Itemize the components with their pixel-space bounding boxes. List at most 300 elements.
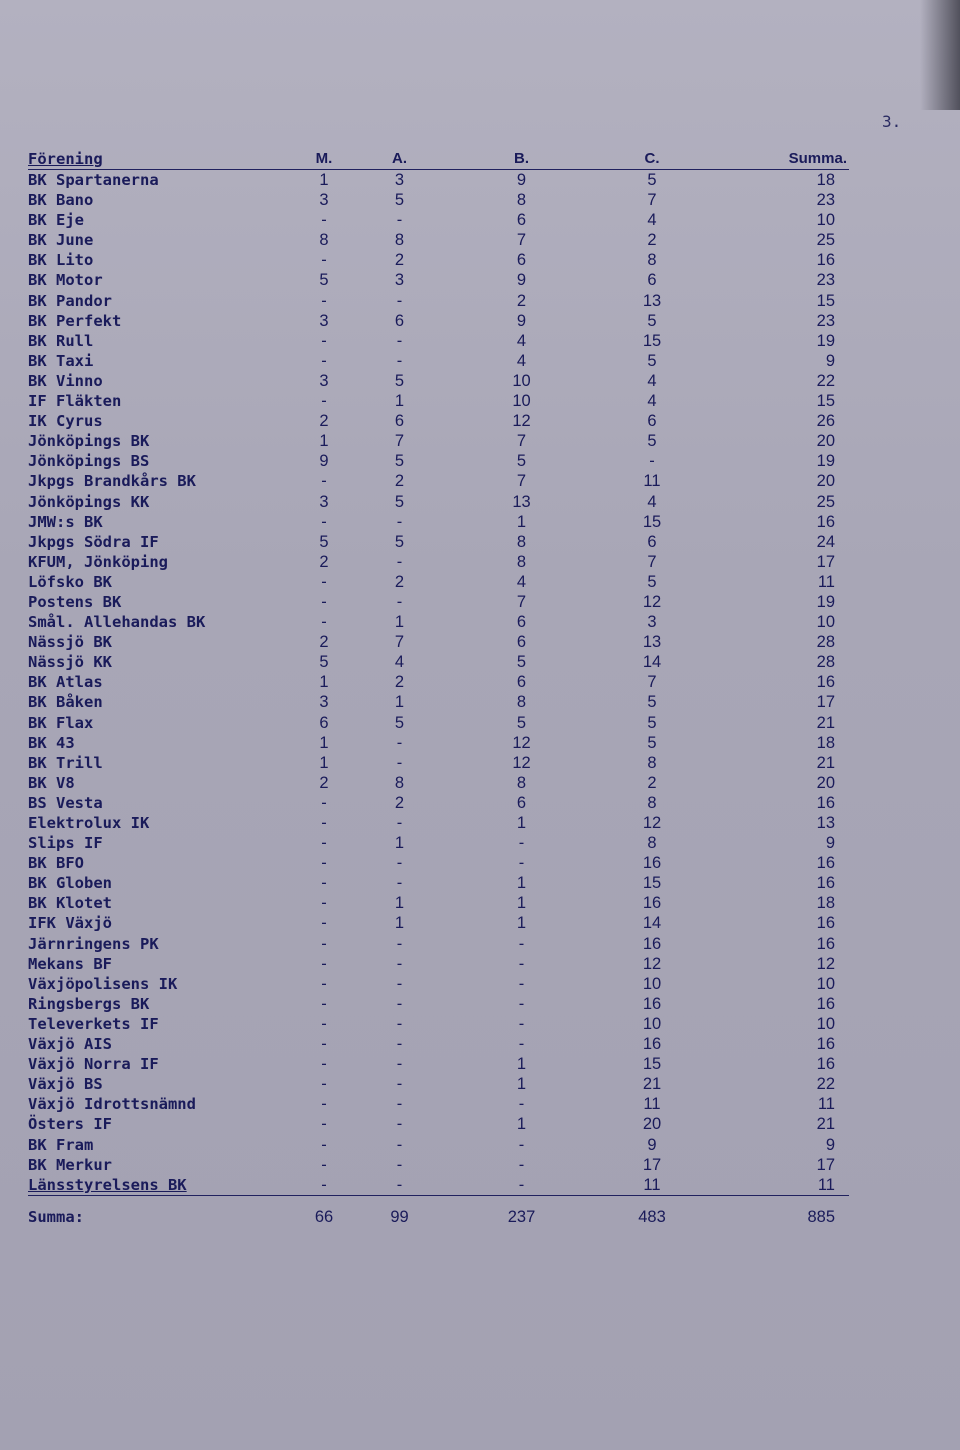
cell-c: 20 [642,1115,662,1134]
cell-sum: 10 [816,613,835,632]
cell-a: 2 [394,472,405,491]
header-c: C. [644,149,660,167]
cell-a: 2 [394,572,405,591]
cell-a: 2 [394,793,405,812]
header-a: A. [392,149,407,167]
total-b: 237 [507,1207,536,1226]
club-name: Länsstyrelsens BK [28,1175,187,1194]
totals-label: Summa: [28,1207,84,1226]
cell-c: 8 [647,251,657,270]
cell-a: 5 [394,713,405,732]
table-row [28,913,849,933]
club-name: Postens BK [28,592,122,611]
table-row [28,311,849,331]
cell-m: - [321,251,327,270]
cell-a: - [396,1175,403,1194]
cell-b: 9 [516,271,527,290]
club-name: KFUM, Jönköping [28,552,168,571]
cell-sum: 16 [816,854,835,873]
cell-m: - [321,613,327,632]
cell-a: - [396,1055,403,1074]
cell-a: 6 [394,311,405,330]
table-row [28,632,849,652]
cell-sum: 16 [816,512,835,531]
table-body [28,170,849,1196]
cell-m: - [321,211,327,230]
table-row [28,351,849,371]
total-sum: 885 [807,1207,835,1226]
cell-b: 2 [516,291,527,310]
cell-a: 2 [394,673,405,692]
cell-a: - [396,1095,403,1114]
cell-c: 8 [647,793,657,812]
table-row [28,492,849,512]
cell-sum: 28 [816,633,835,652]
club-name: BK 43 [28,733,75,752]
cell-m: 3 [319,693,329,712]
table-row [28,994,849,1014]
club-name: BK Båken [28,693,103,712]
club-name: Nässjö BK [28,633,112,652]
cell-sum: 16 [816,793,835,812]
cell-a: - [396,934,403,953]
cell-a: - [396,1035,403,1054]
cell-m: - [321,331,327,350]
cell-c: 21 [642,1075,662,1094]
cell-m: 9 [319,452,329,471]
cell-sum: 16 [816,934,835,953]
cell-sum: 11 [817,1175,835,1194]
cell-sum: 18 [816,171,835,189]
cell-sum: 17 [816,552,835,571]
cell-b: 6 [516,613,527,632]
table-row [28,250,849,270]
cell-b: 1 [516,1055,527,1074]
total-m: 66 [314,1207,334,1226]
cell-b: 1 [516,914,527,933]
cell-c: 8 [647,834,657,853]
cell-b: 12 [512,412,531,431]
cell-a: - [396,1155,403,1174]
cell-a: - [396,1115,403,1134]
cell-m: - [321,512,327,531]
cell-c: 15 [642,1055,662,1074]
cell-b: 5 [516,713,527,732]
cell-m: - [321,894,327,913]
club-name: Järnringens PK [28,934,159,953]
club-name: Slips IF [28,834,103,853]
cell-a: 5 [394,492,405,511]
club-name: BK Pandor [28,291,112,310]
cell-b: - [518,994,525,1013]
table-row [28,270,849,290]
cell-c: 5 [647,171,657,189]
cell-b: 5 [516,653,527,672]
cell-sum: 9 [825,834,835,853]
cell-c: 4 [647,211,657,230]
cell-c: 16 [642,894,662,913]
scan-shadow [920,0,960,110]
cell-sum: 18 [816,894,835,913]
table-row [28,853,849,873]
cell-sum: 10 [816,211,835,230]
cell-a: - [396,733,403,752]
cell-sum: 23 [816,191,835,210]
cell-sum: 25 [816,231,835,250]
club-name: BK Spartanerna [28,171,159,189]
cell-a: - [396,552,403,571]
club-name: BK BFO [28,854,84,873]
cell-a: 1 [394,834,405,853]
cell-b: 6 [516,251,527,270]
cell-b: 12 [512,733,531,752]
cell-b: - [518,834,525,853]
club-name: BK Fram [28,1135,94,1154]
cell-c: 12 [642,592,662,611]
club-name: BK Flax [28,713,94,732]
cell-c: 10 [642,1014,662,1033]
cell-c: 3 [647,613,657,632]
cell-sum: 16 [816,994,835,1013]
cell-m: - [321,914,327,933]
cell-a: - [396,1075,403,1094]
table-row [28,230,849,250]
cell-a: - [396,874,403,893]
cell-c: 10 [642,974,662,993]
cell-m: - [321,1155,327,1174]
club-name: Växjö Idrottsnämnd [28,1095,196,1114]
cell-b: 7 [516,432,527,451]
cell-sum: 11 [817,1095,835,1114]
cell-c: 11 [643,1175,661,1194]
cell-sum: 19 [816,331,835,350]
club-name: Jkpgs Södra IF [28,532,159,551]
cell-b: 13 [512,492,531,511]
table-row [28,411,849,431]
cell-sum: 23 [816,271,835,290]
cell-m: - [321,1095,327,1114]
club-name: BK Lito [28,251,94,270]
cell-m: 1 [319,432,329,451]
cell-c: 14 [642,653,662,672]
cell-b: - [518,1035,525,1054]
club-name: IF Fläkten [28,392,122,411]
cell-c: 5 [647,713,657,732]
cell-b: 6 [516,633,527,652]
cell-a: - [396,753,403,772]
cell-b: - [518,1155,525,1174]
cell-sum: 17 [816,693,835,712]
club-name: JMW:s BK [28,512,103,531]
cell-m: - [321,392,327,411]
cell-c: 15 [642,512,662,531]
cell-c: 11 [643,472,661,491]
cell-a: 6 [394,412,405,431]
cell-sum: 19 [816,592,835,611]
cell-c: 8 [647,753,657,772]
club-name: BK V8 [28,773,75,792]
table-row [28,833,849,853]
cell-m: - [321,934,327,953]
table-row [28,170,849,191]
cell-sum: 20 [816,432,835,451]
cell-c: 12 [642,954,662,973]
cell-m: - [321,854,327,873]
cell-a: - [396,512,403,531]
club-name: Televerkets IF [28,1014,159,1033]
table-row [28,934,849,954]
cell-c: 5 [647,733,657,752]
cell-sum: 21 [816,713,835,732]
header-m: M. [315,149,333,167]
club-name: Växjö AIS [28,1035,112,1054]
cell-b: 1 [516,874,527,893]
club-name: IK Cyrus [28,412,103,431]
cell-m: 3 [319,371,329,390]
cell-sum: 16 [816,251,835,270]
table-row [28,733,849,753]
cell-m: - [321,1175,327,1194]
cell-m: - [321,1035,327,1054]
cell-m: - [321,1115,327,1134]
table-row [28,1155,849,1175]
cell-sum: 18 [816,733,835,752]
page-number: 3. [882,112,902,131]
cell-m: 1 [319,733,329,752]
cell-sum: 15 [816,392,835,411]
cell-m: - [321,572,327,591]
cell-b: 9 [516,311,527,330]
table-row [28,1094,849,1114]
table-row [28,291,849,311]
table-row [28,431,849,451]
cell-b: - [518,1095,525,1114]
cell-a: - [396,592,403,611]
table-row [28,1054,849,1074]
cell-sum: 16 [816,1035,835,1054]
cell-c: 2 [647,773,657,792]
club-name: BK Klotet [28,894,112,913]
cell-sum: 19 [816,452,835,471]
table-header [28,143,849,170]
results-table [28,143,849,1238]
cell-c: 17 [642,1155,662,1174]
table-row [28,210,849,230]
cell-a: - [396,974,403,993]
cell-b: 7 [516,231,527,250]
cell-b: 8 [516,773,527,792]
cell-m: - [321,1014,327,1033]
cell-a: - [396,854,403,873]
cell-sum: 10 [816,1014,835,1033]
cell-c: 13 [642,291,662,310]
table-row [28,954,849,974]
club-name: IFK Växjö [28,914,112,933]
table-row [28,692,849,712]
cell-b: 4 [516,331,527,350]
club-name: BK Eje [28,211,84,230]
cell-c: 4 [647,371,657,390]
cell-sum: 21 [816,753,835,772]
cell-c: 7 [647,552,657,571]
cell-m: - [321,1075,327,1094]
cell-c: 16 [642,994,662,1013]
cell-m: 2 [319,552,329,571]
cell-b: 6 [516,211,527,230]
club-name: Jönköpings KK [28,492,150,511]
table-row [28,391,849,411]
table-row [28,512,849,532]
table-row [28,190,849,210]
cell-c: 13 [642,633,662,652]
cell-a: 5 [394,191,405,210]
cell-m: - [321,472,327,491]
table-row [28,612,849,632]
cell-m: 1 [319,171,329,189]
cell-a: - [396,1014,403,1033]
cell-m: 5 [319,532,329,551]
cell-m: 2 [319,412,329,431]
cell-c: 6 [647,412,657,431]
cell-b: 9 [516,171,527,189]
cell-b: 4 [516,351,527,370]
cell-b: 10 [512,371,531,390]
cell-b: - [518,854,525,873]
club-name: BK Motor [28,271,103,290]
cell-m: - [321,954,327,973]
cell-a: - [396,331,403,350]
club-name: Jönköpings BS [28,452,150,471]
cell-m: - [321,793,327,812]
cell-b: 6 [516,793,527,812]
cell-b: 6 [516,673,527,692]
cell-sum: 22 [816,371,835,390]
cell-m: - [321,1055,327,1074]
cell-b: 10 [512,392,531,411]
cell-a: 8 [394,231,405,250]
cell-a: 2 [394,251,405,270]
cell-b: 1 [516,1115,527,1134]
cell-m: - [321,814,327,832]
cell-b: 1 [516,1075,527,1094]
cell-b: 8 [516,552,527,571]
table-footer [28,1195,849,1238]
header-club: Förening [28,149,103,168]
club-name: BK Atlas [28,673,103,692]
cell-sum: 9 [825,1135,835,1154]
cell-c: 4 [647,392,657,411]
cell-c: 5 [647,693,657,712]
table-row [28,1175,849,1196]
cell-m: - [321,874,327,893]
club-name: Östers IF [28,1115,112,1134]
cell-c: 16 [642,1035,662,1054]
cell-c: 6 [647,271,657,290]
cell-c: 2 [647,231,657,250]
table-row [28,532,849,552]
cell-c: 16 [642,854,662,873]
cell-c: 5 [647,572,657,591]
cell-a: - [396,994,403,1013]
total-a: 99 [390,1207,409,1226]
cell-a: 1 [394,613,405,632]
club-name: Elektrolux IK [28,814,150,832]
club-name: Smål. Allehandas BK [28,613,206,632]
cell-c: 5 [647,351,657,370]
cell-c: 5 [647,432,657,451]
cell-a: - [396,954,403,973]
cell-c: 9 [647,1135,657,1154]
total-c: 483 [638,1207,666,1226]
table-row [28,592,849,612]
cell-b: - [518,934,525,953]
cell-b: 1 [516,512,527,531]
cell-b: 12 [512,753,531,772]
cell-sum: 20 [816,472,835,491]
cell-sum: 22 [816,1075,835,1094]
cell-b: 7 [516,472,527,491]
cell-m: 2 [319,773,329,792]
cell-m: - [321,592,327,611]
club-name: Nässjö KK [28,653,112,672]
cell-c: 14 [642,914,662,933]
table-row [28,753,849,773]
cell-sum: 9 [825,351,835,370]
table-row [28,893,849,913]
cell-a: - [396,351,403,370]
cell-c: 16 [642,934,662,953]
table-row [28,1014,849,1034]
table-row [28,1114,849,1134]
club-name: Växjöpolisens IK [28,974,178,993]
cell-a: 4 [394,653,405,672]
cell-a: 1 [394,693,405,712]
cell-sum: 12 [816,954,835,973]
club-name: Mekans BF [28,954,112,973]
table-row [28,572,849,592]
cell-m: 6 [319,713,329,732]
cell-m: - [321,974,327,993]
cell-sum: 24 [816,532,835,551]
cell-c: 7 [647,673,657,692]
cell-c: - [649,452,655,471]
cell-a: 8 [394,773,405,792]
cell-b: - [518,974,525,993]
header-sum: Summa. [788,149,847,167]
cell-sum: 21 [816,1115,835,1134]
cell-b: 1 [516,894,527,913]
cell-m: 3 [319,191,329,210]
cell-sum: 16 [816,1055,835,1074]
table-row [28,873,849,893]
cell-a: 3 [394,271,405,290]
cell-sum: 16 [816,874,835,893]
club-name: Jkpgs Brandkårs BK [28,472,196,491]
club-name: BK Bano [28,191,94,210]
cell-b: - [518,1135,525,1154]
cell-a: 7 [394,432,405,451]
table-row [28,813,849,833]
cell-c: 7 [647,191,657,210]
cell-sum: 16 [816,914,835,933]
cell-sum: 28 [816,653,835,672]
cell-b: 8 [516,191,527,210]
cell-c: 6 [647,532,657,551]
cell-m: 5 [319,653,329,672]
cell-m: - [321,994,327,1013]
cell-sum: 16 [816,673,835,692]
cell-b: 8 [516,693,527,712]
